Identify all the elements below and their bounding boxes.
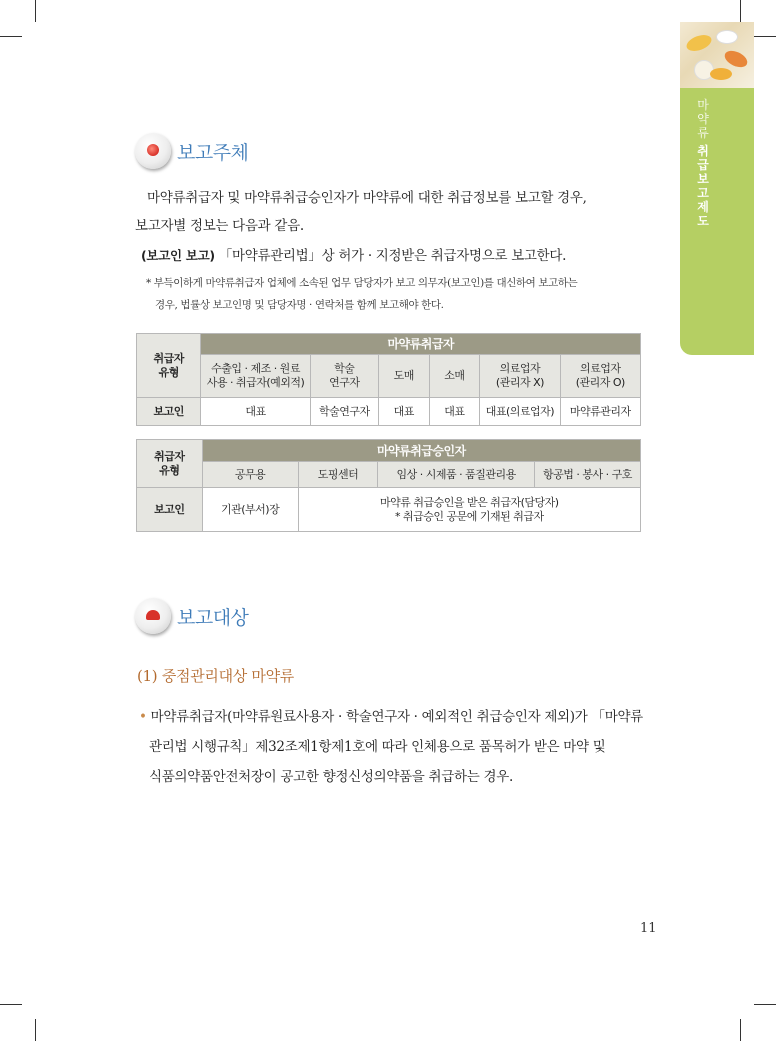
bullet-icon: • bbox=[139, 709, 147, 725]
table-cell: 마약류 취급승인을 받은 취급자(담당자) * 취급승인 공문에 기재된 취급자 bbox=[298, 488, 640, 532]
crop-mark bbox=[754, 1004, 776, 1005]
page-number: 11 bbox=[640, 921, 657, 936]
crop-mark bbox=[0, 36, 22, 37]
section-heading-target bbox=[135, 598, 248, 634]
paragraph-line: 마약류취급자 및 마약류취급승인자가 마약류에 대한 취급정보를 보고할 경우, bbox=[147, 190, 587, 206]
table-cell: 학술연구자 bbox=[310, 398, 378, 426]
group-title: 마약류취급자 bbox=[201, 334, 641, 355]
column-header: 수출입 · 제조 · 원료 사용 · 취급자(예외적) bbox=[201, 355, 310, 398]
reporter-table-approved bbox=[136, 439, 641, 532]
column-header: 공무용 bbox=[202, 462, 298, 488]
crop-mark bbox=[754, 36, 776, 37]
table-cell: 대표 bbox=[378, 398, 429, 426]
rule-line bbox=[141, 244, 566, 264]
crop-mark bbox=[35, 1019, 36, 1041]
pills-photo bbox=[680, 22, 754, 88]
column-header: 의료업자 (관리자 X) bbox=[480, 355, 560, 398]
reporter-table-handlers bbox=[136, 333, 641, 426]
footnote-line: * 부득이하게 마약류취급자 업체에 소속된 업무 담당자가 보고 의무자(보고인)를 대신하여 보고하는 bbox=[146, 277, 578, 289]
table-row-header: 보고인 bbox=[137, 488, 203, 532]
sub-heading: (1) 중점관리대상 마약류 bbox=[137, 667, 294, 685]
rule-label: (보고인 보고) bbox=[141, 248, 215, 263]
column-header: 학술 연구자 bbox=[310, 355, 378, 398]
bullet-line bbox=[139, 705, 643, 725]
table-row-header: 취급자 유형 bbox=[137, 334, 201, 398]
chapter-side-tab bbox=[680, 22, 754, 355]
section-title: 보고주체 bbox=[177, 141, 249, 164]
rule-text: 「마약류관리법」상 허가 · 지정받은 취급자명으로 보고한다. bbox=[218, 248, 567, 264]
bullet-line: 관리법 시행규칙」제32조제1항제1호에 따라 인체용으로 품목허가 받은 마약 및 bbox=[149, 739, 606, 755]
table-row-header: 보고인 bbox=[137, 398, 201, 426]
section-heading-reporter bbox=[135, 133, 248, 169]
crop-mark bbox=[740, 1019, 741, 1041]
column-header: 의료업자 (관리자 O) bbox=[560, 355, 640, 398]
bullet-text: 마약류취급자(마약류원료사용자 · 학술연구자 · 예외적인 취급승인자 제외)가 「마약류 bbox=[150, 709, 643, 725]
table-cell: 마약류관리자 bbox=[560, 398, 640, 426]
crop-mark bbox=[740, 0, 741, 22]
table-cell: 대표 bbox=[429, 398, 480, 426]
chapter-label-line1: 마약류 bbox=[697, 98, 709, 140]
section-title: 보고대상 bbox=[177, 606, 249, 629]
siren-icon bbox=[135, 598, 171, 634]
column-header: 임상 · 시제품 · 품질관리용 bbox=[378, 462, 535, 488]
column-header: 도매 bbox=[378, 355, 429, 398]
table-cell: 대표(의료업자) bbox=[480, 398, 560, 426]
table-row-header: 취급자 유형 bbox=[137, 440, 203, 488]
crop-mark bbox=[35, 0, 36, 22]
footnote-line: 경우, 법률상 보고인명 및 담당자명 · 연락처를 함께 보고해야 한다. bbox=[155, 299, 444, 311]
crop-mark bbox=[0, 1004, 22, 1005]
column-header: 소매 bbox=[429, 355, 480, 398]
column-header: 항공법 · 봉사 · 구호 bbox=[534, 462, 640, 488]
table-cell: 대표 bbox=[201, 398, 310, 426]
paragraph-line: 보고자별 정보는 다음과 같음. bbox=[135, 218, 304, 234]
column-header: 도핑센터 bbox=[298, 462, 378, 488]
chapter-label bbox=[680, 98, 726, 228]
group-title: 마약류취급승인자 bbox=[202, 440, 640, 462]
target-dot-icon bbox=[135, 133, 171, 169]
table-cell: 기관(부서)장 bbox=[202, 488, 298, 532]
bullet-line: 식품의약품안전처장이 공고한 향정신성의약품을 취급하는 경우. bbox=[149, 769, 513, 785]
chapter-label-line2: 취급보고 제도 bbox=[697, 144, 709, 228]
